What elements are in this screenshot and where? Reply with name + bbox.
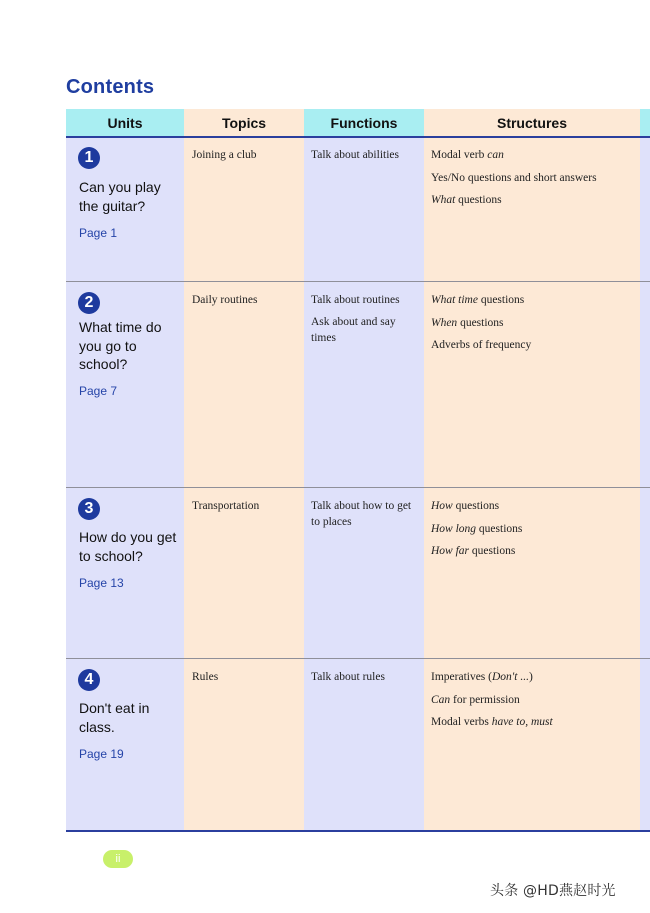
structure-item: What questions	[431, 194, 502, 206]
topic-cell: Daily routines	[192, 294, 258, 306]
table-bottom-rule	[66, 830, 650, 832]
unit-page-link[interactable]: Page 13	[79, 576, 124, 590]
unit-title: How do you get to school?	[79, 529, 177, 564]
contents-table	[66, 109, 650, 832]
function-item: Talk about routines	[311, 294, 400, 306]
unit-number-badge: 3	[78, 498, 100, 520]
functions-cell	[311, 498, 421, 536]
structure-item: How long questions	[431, 522, 523, 535]
function-item: Talk about rules	[311, 671, 385, 683]
unit-page-link[interactable]: Page 1	[79, 226, 118, 240]
table-header	[66, 109, 650, 137]
watermark: 头条 @HD燕赵时光	[490, 883, 616, 899]
unit-number-badge: 4	[78, 669, 100, 691]
structure-item: Imperatives (Don't ...)	[431, 671, 533, 683]
unit-title: What time do you go to school?	[79, 319, 162, 372]
functions-cell	[311, 292, 421, 352]
structure-item: How far questions	[431, 545, 516, 557]
function-item: Ask about and say times	[311, 316, 396, 344]
unit-title: Can you play the guitar?	[79, 179, 161, 214]
structures-cell	[431, 147, 636, 215]
unit-page-link[interactable]: Page 7	[79, 384, 118, 398]
unit-title: Don't eat in class.	[79, 700, 150, 735]
functions-cell	[311, 669, 421, 691]
function-item: Talk about how to get to places	[311, 500, 412, 528]
table-row	[66, 488, 650, 658]
unit-number-badge: 1	[78, 147, 100, 169]
structure-item: What time questions	[431, 294, 525, 306]
table-row	[66, 137, 650, 281]
structures-cell	[431, 669, 636, 737]
header-functions: Functions	[304, 109, 424, 137]
structure-item: Can for permission	[431, 693, 520, 706]
structure-item: Adverbs of frequency	[431, 339, 532, 351]
structure-item: Yes/No questions and short answers	[431, 171, 597, 184]
structure-item: Modal verb can	[431, 149, 504, 161]
topic-cell: Rules	[192, 671, 219, 683]
page-title: Contents	[66, 76, 155, 98]
topic-cell: Transportation	[192, 500, 260, 512]
header-next-edge	[640, 109, 650, 137]
header-units: Units	[66, 109, 184, 137]
structure-item: How questions	[431, 500, 500, 512]
table-row	[66, 282, 650, 487]
structures-cell	[431, 498, 636, 566]
table-row	[66, 659, 650, 830]
header-topics: Topics	[184, 109, 304, 137]
functions-cell	[311, 147, 421, 169]
header-structures: Structures	[424, 109, 640, 137]
structure-item: Modal verbs have to, must	[431, 716, 553, 728]
unit-page-link[interactable]: Page 19	[79, 747, 124, 761]
topic-cell: Joining a club	[192, 149, 257, 161]
function-item: Talk about abilities	[311, 149, 399, 161]
page-number-badge: ii	[103, 850, 133, 868]
structure-item: When questions	[431, 316, 504, 329]
unit-number-badge: 2	[78, 292, 100, 314]
structures-cell	[431, 292, 636, 360]
